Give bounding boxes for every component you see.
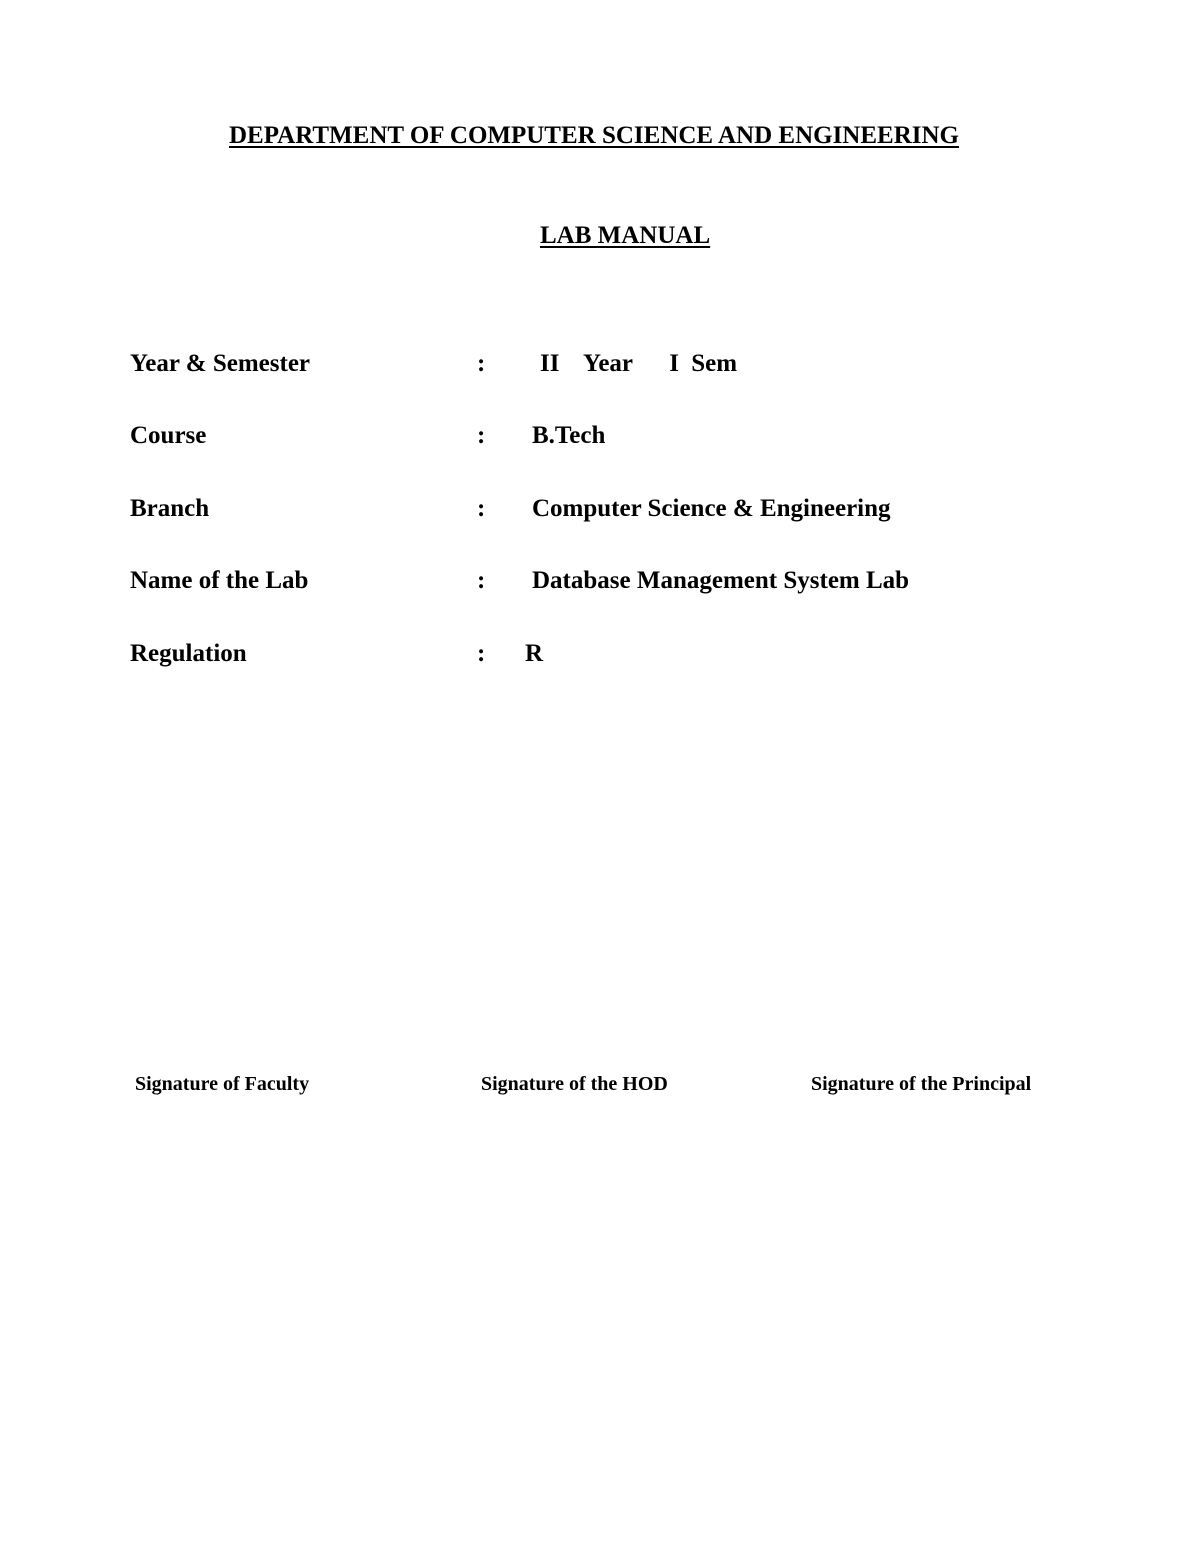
signature-faculty-label: Signature of Faculty (135, 1073, 310, 1095)
department-title: DEPARTMENT OF COMPUTER SCIENCE AND ENGINEERING (229, 122, 959, 149)
detail-value: II Year I Sem (540, 350, 738, 377)
detail-separator: : (477, 567, 486, 594)
detail-row-year-semester (0, 350, 1200, 386)
detail-row-lab-name (0, 567, 1200, 603)
detail-label: Course (130, 422, 207, 449)
detail-label: Year & Semester (130, 350, 311, 377)
signature-hod-label: Signature of the HOD (481, 1073, 668, 1095)
detail-value: B.Tech (532, 422, 606, 449)
detail-label: Branch (130, 495, 210, 522)
detail-separator: : (477, 422, 486, 449)
signature-principal-label: Signature of the Principal (811, 1073, 1032, 1095)
detail-row-branch (0, 495, 1200, 531)
detail-row-course (0, 422, 1200, 458)
detail-label: Regulation (130, 640, 247, 667)
detail-row-regulation (0, 640, 1200, 676)
detail-label: Name of the Lab (130, 567, 309, 594)
detail-value: R (525, 640, 544, 667)
detail-separator: : (477, 495, 486, 522)
detail-separator: : (477, 350, 486, 377)
detail-value: Database Management System Lab (532, 567, 910, 594)
detail-separator: : (477, 640, 486, 667)
detail-value: Computer Science & Engineering (532, 495, 891, 522)
lab-manual-title: LAB MANUAL (540, 222, 711, 249)
